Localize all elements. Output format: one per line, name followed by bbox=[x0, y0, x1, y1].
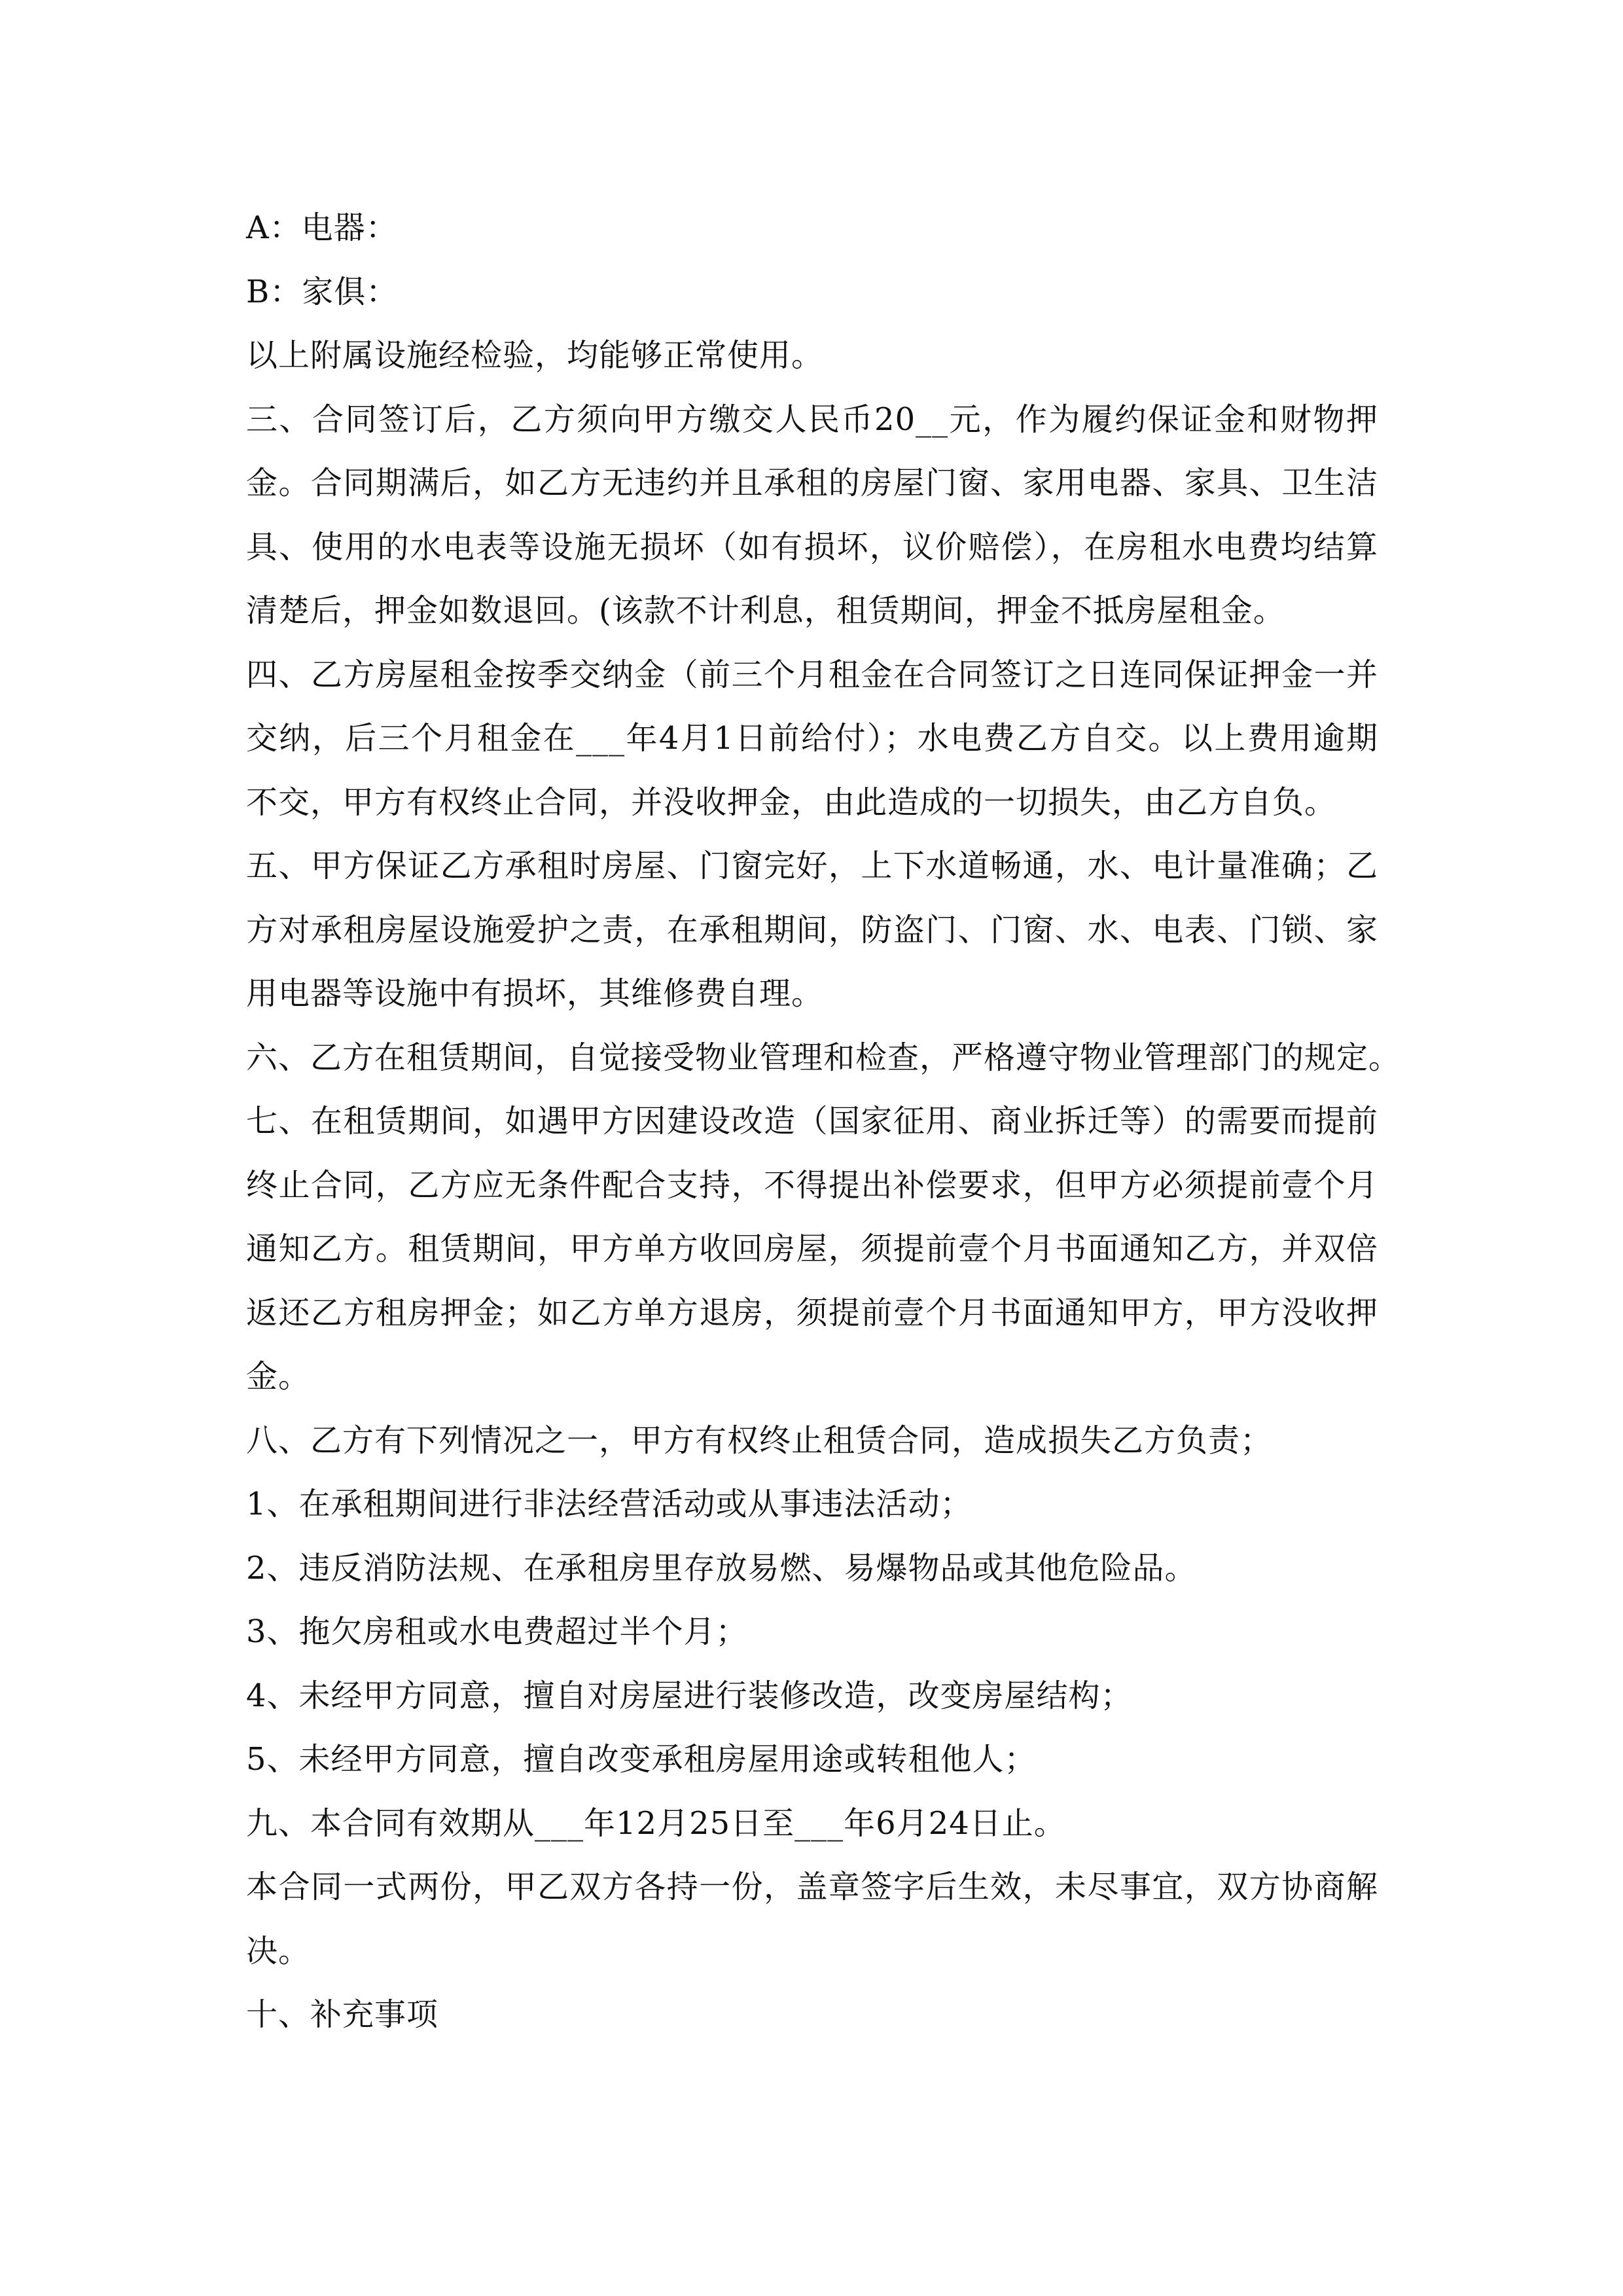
clause-10-supplementary: 十、补充事项 bbox=[246, 1996, 439, 2033]
clause-6-property-management: 六、乙方在租赁期间，自觉接受物业管理和检查，严格遵守物业管理部门的规定。 bbox=[246, 1039, 1401, 1076]
condition-1: 1、在承租期间进行非法经营活动或从事违法活动； bbox=[246, 1486, 972, 1522]
clause-7-early-termination: 七、在租赁期间，如遇甲方因建设改造（国家征用、商业拆迁等）的需要而提前终止合同，乙方应无条件配合支持，不得提出补偿要求，但甲方必须提前壹个月通知乙方。租赁期间，甲方单方收回房屋，须提前壹个月书面通知乙方，并双倍返还乙方租房押金；如乙方单方退房，须提前壹个月书面通知甲方，甲方没收押金。 bbox=[246, 1103, 1378, 1395]
facilities-inspected-note: 以上附属设施经检验，均能够正常使用。 bbox=[246, 337, 824, 374]
condition-2: 2、违反消防法规、在承租房里存放易燃、易爆物品或其他危险品。 bbox=[246, 1549, 1197, 1587]
document-body bbox=[246, 196, 1401, 2047]
clause-5-landlord-guarantee: 五、甲方保证乙方承租时房屋、门窗完好，上下水道畅通，水、电计量准确；乙方对承租房屋设施爱护之责，在承租期间，防盗门、门窗、水、电表、门锁、家用电器等设施中有损坏，其维修费自理。 bbox=[246, 848, 1378, 1012]
clause-4-rent-payment: 四、乙方房屋租金按季交纳金（前三个月租金在合同签订之日连同保证押金一并交纳，后三个月租金在___年4月1日前给付）；水电费乙方自交。以上费用逾期不交，甲方有权终止合同，并没收押金，由此造成的一切损失，由乙方自负。 bbox=[246, 656, 1378, 821]
condition-5: 5、未经甲方同意，擅自改变承租房屋用途或转租他人； bbox=[246, 1741, 1037, 1778]
condition-4: 4、未经甲方同意，擅自对房屋进行装修改造，改变房屋结构； bbox=[246, 1677, 1133, 1714]
clause-8-termination-conditions: 八、乙方有下列情况之一，甲方有权终止租赁合同，造成损失乙方负责； bbox=[246, 1422, 1273, 1459]
clause-9-validity-period: 九、本合同有效期从___年12月25日至___年6月24日止。 bbox=[246, 1804, 1066, 1842]
copies-and-effect: 本合同一式两份，甲乙双方各持一份，盖章签字后生效，未尽事宜，双方协商解决。 bbox=[246, 1869, 1378, 1969]
condition-3: 3、拖欠房租或水电费超过半个月； bbox=[246, 1613, 748, 1650]
item-b-furniture: B：家俱： bbox=[246, 273, 399, 310]
clause-3-deposit: 三、合同签订后，乙方须向甲方缴交人民币20__元，作为履约保证金和财物押金。合同期满后，如乙方无违约并且承租的房屋门窗、家用电器、家具、卫生洁具、使用的水电表等设施无损坏（如有损坏，议价赔偿），在房租水电费均结算清楚后，押金如数退回。(该款不计利息，租赁期间，押金不抵房屋租金。 bbox=[246, 401, 1378, 629]
item-a-appliances: A：电器： bbox=[246, 209, 398, 246]
